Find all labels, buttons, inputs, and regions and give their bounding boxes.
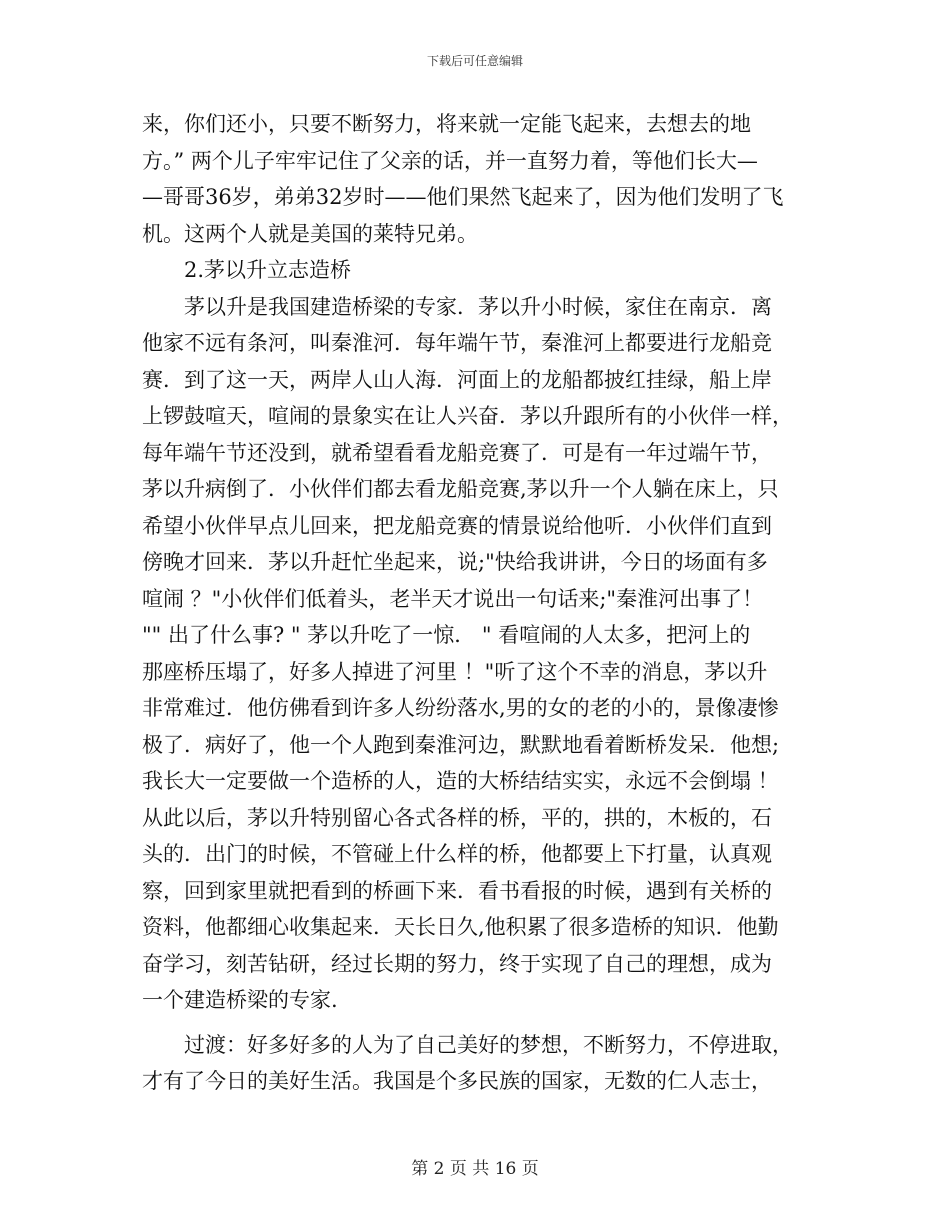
text-line: 非常难过．他仿佛看到许多人纷纷落水,男的女的老的小的，景像凄惨	[142, 696, 779, 720]
text-line: 希望小伙伴早点儿回来，把龙船竞赛的情景说给他听．小伙伴们直到	[142, 513, 772, 538]
text-line: 资料，他都细心收集起来．天长日久,他积累了很多造桥的知识．他勤	[142, 915, 779, 939]
text-line: —哥哥36岁，弟弟32岁时——他们果然飞起来了，因为他们发明了飞	[142, 185, 784, 209]
text-line: 过渡：好多好多的人为了自己美好的梦想，不断努力，不停进取，	[142, 1032, 793, 1057]
text-line: 奋学习，刻苦钻研，经过长期的努力，终于实现了自己的理想，成为	[142, 951, 772, 976]
section-heading: 2.茅以升立志造桥	[142, 258, 352, 282]
text-line: 那座桥压塌了，好多人掉进了河里 ！"听了这个不幸的消息，茅以升	[142, 659, 768, 684]
text-line: 茅以升是我国建造桥梁的专家．茅以升小时候，家住在南京．离	[142, 294, 772, 319]
text-line: 我长大一定要做一个造桥的人，造的大桥结结实实，永远不会倒塌 ！	[142, 769, 779, 793]
text-line: 极了．病好了，他一个人跑到秦淮河边，默默地看着断桥发呆．他想;	[142, 732, 780, 757]
page-number-footer: 第 2 页 共 16 页	[411, 1159, 539, 1179]
text-line: 头的．出门的时候，不管碰上什么样的桥，他都要上下打量，认真观	[142, 842, 772, 866]
text-line: 每年端午节还没到，就希望看看龙船竞赛了．可是有一年过端午节，	[142, 440, 772, 465]
page-header: 下载后可任意编辑	[426, 54, 523, 68]
text-line: "" 出了什么事? " 茅以升吃了一惊． " 看喧闹的人太多，把河上的	[142, 623, 751, 647]
text-line: 赛．到了这一天，两岸人山人海．河面上的龙船都披红挂绿，船上岸	[142, 367, 772, 392]
text-line: 来，你们还小，只要不断努力，将来就一定能飞起来，去想去的地	[142, 112, 751, 136]
text-line: 喧闹 ？"小伙伴们低着头，老半天才说出一句话来;"秦淮河出事了！	[142, 586, 764, 611]
text-line: 机。这两个人就是美国的莱特兄弟。	[142, 221, 478, 246]
text-line: 察，回到家里就把看到的桥画下来．看书看报的时候，遇到有关桥的	[142, 878, 772, 903]
text-line: 才有了今日的美好生活。我国是个多民族的国家，无数的仁人志士，	[142, 1069, 772, 1093]
body-text	[142, 106, 822, 1100]
text-line: 他家不远有条河，叫秦淮河．每年端午节，秦淮河上都要进行龙船竞	[142, 331, 772, 355]
text-line: 茅以升病倒了．小伙伴们都去看龙船竞赛,茅以升一个人躺在床上，只	[142, 477, 779, 501]
text-line: 从此以后，茅以升特别留心各式各样的桥，平的，拱的，木板的，石	[142, 805, 772, 830]
text-line: 方。” 两个儿子牢牢记住了父亲的话，并一直努力着，等他们长大—	[142, 148, 758, 173]
text-line: 傍晚才回来．茅以升赶忙坐起来，说;"快给我讲讲，今日的场面有多	[142, 550, 768, 574]
text-line: 一个建造桥梁的专家.	[142, 988, 338, 1012]
text-line: 上锣鼓喧天，喧闹的景象实在让人兴奋．茅以升跟所有的小伙伴一样，	[142, 404, 793, 428]
